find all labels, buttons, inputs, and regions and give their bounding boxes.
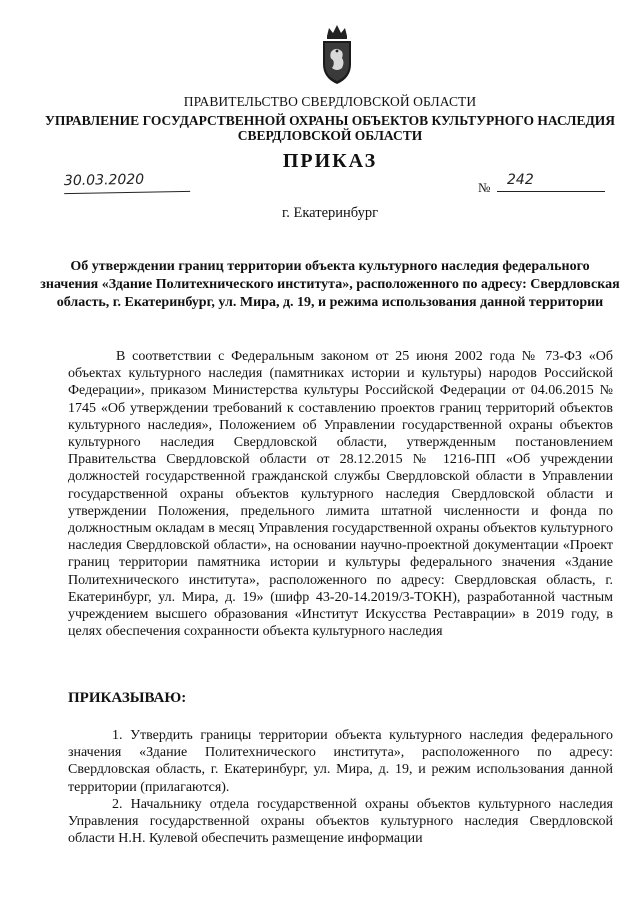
order-item-1: 1. Утвердить границы территории объекта культурного наследия федерального значения «Здание Политехнического института», расположенного по адресу: Свердловская область, г. Екатеринбург, ул. Мира, д. 19, и режим использования данной территории (прилагаются).	[68, 728, 613, 795]
government-name: ПРАВИТЕЛЬСТВО СВЕРДЛОВСКОЙ ОБЛАСТИ	[183, 94, 477, 109]
order-number: 242	[497, 172, 605, 192]
coat-of-arms-icon	[315, 22, 359, 88]
city: г. Екатеринбург	[281, 205, 379, 221]
order-word: ПРИКАЗЫВАЮ:	[68, 690, 187, 706]
number-label: №	[478, 180, 491, 195]
order-title: Об утверждении границ территории объекта культурного наследия федерального значения «Здание Политехнического института», расположенного по адресу: Свердловская область, г. Екатеринбург, ул. Мира, д. 19, и режима использования данной территории	[40, 259, 620, 310]
order-date: 30.03.2020	[64, 171, 190, 194]
order-item-2: 2. Начальнику отдела государственной охраны объектов культурного наследия Управления государственной охраны объектов культурного наследия Свердловской области Н.Н. Кулевой обеспечить размещение информации	[68, 797, 613, 847]
department-name: УПРАВЛЕНИЕ ГОСУДАРСТВЕННОЙ ОХРАНЫ ОБЪЕКТОВ КУЛЬТУРНОГО НАСЛЕДИЯ СВЕРДЛОВСКОЙ ОБЛАСТИ	[44, 113, 616, 143]
preamble-paragraph: В соответствии с Федеральным законом от 25 июня 2002 года № 73-ФЗ «Об объектах культурного наследия (памятниках истории и культуры) народов Российской Федерации», приказом Министерства культуры Российской Федерации от 04.06.2015 № 1745 «Об утверждении требований к составлению проектов границ территорий объектов культурного наследия», Положением об Управлении государственной охраны объектов культурного наследия Свердловской области, утвержденным постановлением Правительства Свердловской области от 28.12.2015 № 1216-ПП «Об учреждении должностей государственной гражданской службы Свердловской области в Управлении государственной охраны объектов культурного наследия Свердловской области и утверждении Положения, предельного лимита штатной численности и фонда по должностным окладам в месяц Управления государственной охраны объектов культурного наследия Свердловской области», на основании научно-проектной документации «Проект границ территории памятника истории и культуры федерального значения «Здание Политехнического института», расположенного по адресу: Свердловская область, г. Екатеринбург, ул. Мира, д. 19» (шифр 43-20-14.2019/3-ТОКН), разработанной частным учреждением высшего образования «Институт Искусства Реставрации» в 2019 году, в целях обеспечения сохранности объекта культурного наследия	[68, 349, 613, 640]
document-type: ПРИКАЗ	[282, 150, 378, 172]
